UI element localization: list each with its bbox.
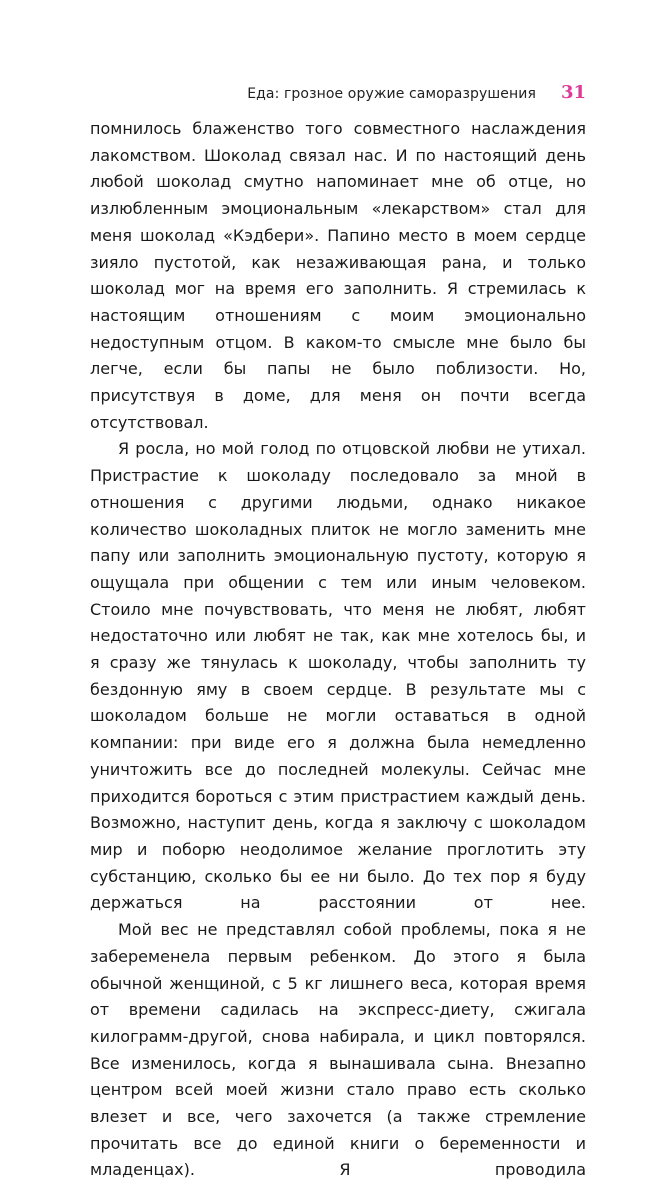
body-text (90, 116, 586, 1184)
paragraph-continued: помнилось блаженство того совместного наслаждения лакомством. Шоколад связал нас. И по настоящий день любой шоколад смутно напоминает мне об отце, но излюбленным эмоциональным «лекарством» стал для меня шоколад «Кэдбери». Папино место в моем сердце зияло пустотой, как незаживающая рана, и только шоколад мог на время его заполнить. Я стремилась к настоящим отношениям с моим эмоционально недоступным отцом. В каком-то смысле мне было бы легче, если бы папы не было поблизости. Но, присутствуя в доме, для меня он почти всегда отсутствовал. (90, 119, 586, 432)
paragraph: Я росла, но мой голод по отцовской любви не утихал. Пристрастие к шоколаду последовало за мной в отношения с другими людьми, однако никакое количество шоколадных плиток не могло заменить мне папу или заполнить эмоциональную пустоту, которую я ощущала при общении с тем или иным человеком. Стоило мне почувствовать, что меня не любят, любят недостаточно или любят не так, как мне хотелось бы, и я сразу же тянулась к шоколаду, чтобы заполнить ту бездонную яму в своем сердце. В результате мы с шоколадом больше не могли оставаться в одной компании: при виде его я должна была немедленно уничтожить все до последней молекулы. Сейчас мне приходится бороться с этим пристрастием каждый день. Возможно, наступит день, когда я заключу с шоколадом мир и поборю неодолимое желание проглотить эту субстанцию, сколько бы ее ни было. До тех пор я буду держаться на расстоянии от нее. (90, 439, 586, 913)
paragraph: Мой вес не представлял собой проблемы, пока я не забеременела первым ребенком. До этого я была обычной женщиной, с 5 кг лишнего веса, которая время от времени садилась на экспресс-диету, сжигала килограмм-другой, снова набирала, и цикл повторялся. Все изменилось, когда я вынашивала сына. Внезапно центром всей моей жизни стало право есть сколько влезет и все, чего захочется (а также стремление прочитать все до единой книги о беременности и младенцах). Я проводила (90, 920, 586, 1180)
chapter-title: Еда: грозное оружие саморазрушения (247, 86, 536, 102)
running-header (90, 82, 586, 106)
page-number: 31 (560, 82, 586, 103)
